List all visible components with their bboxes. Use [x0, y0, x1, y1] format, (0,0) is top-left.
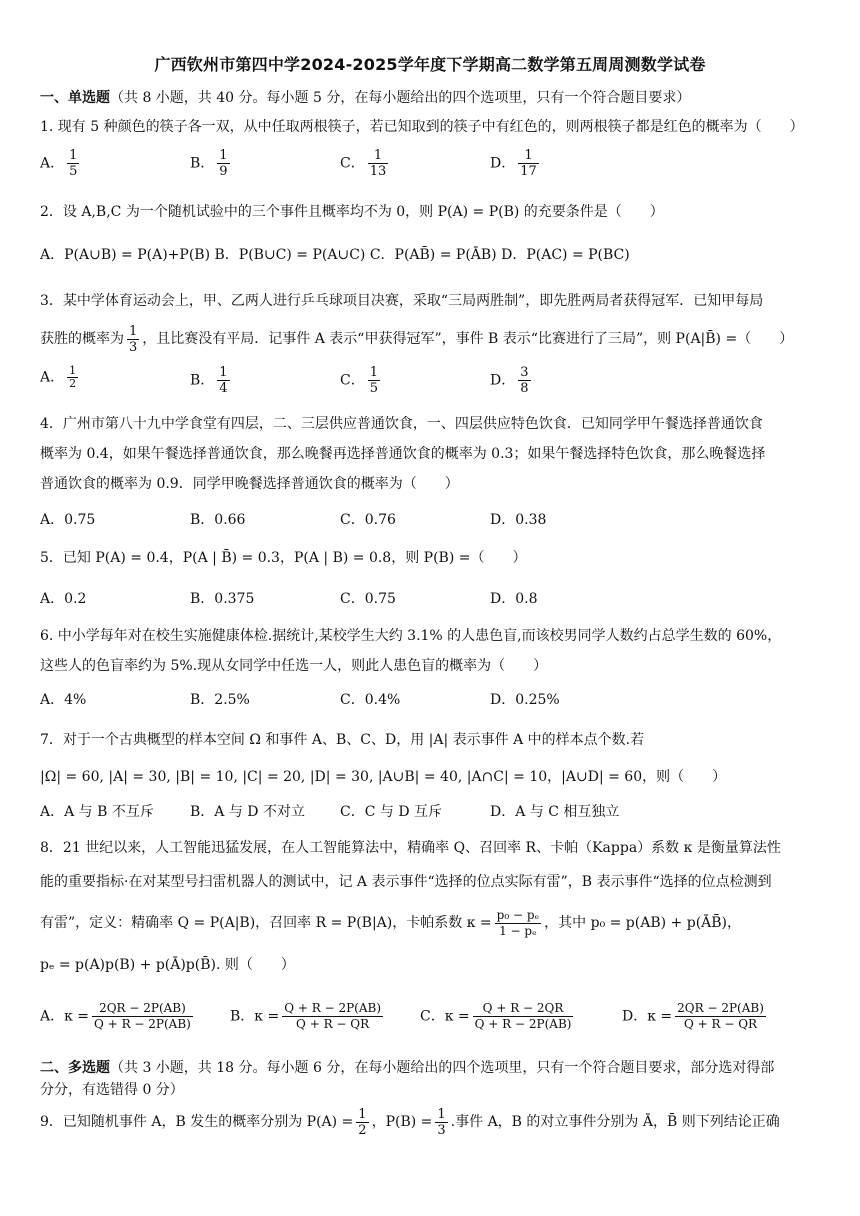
page-title: 广西钦州市第四中学2024-2025学年度下学期高二数学第五周周测数学试卷: [154, 55, 706, 74]
q1-option-d: D． $\frac{1}{17}$: [490, 148, 537, 179]
q7-option-a: A．A 与 B 不互斥: [40, 804, 154, 820]
q3-option-d: D． $\frac{3}{8}$: [490, 365, 529, 396]
q4-line1: 4．广州市第八十九中学食堂有四层，二、三层供应普通饮食，一、四层供应特色饮食．已知同学甲午餐选择普通饮食: [40, 416, 763, 432]
q5-stem: 5．已知 P(A) = 0.4，P(A | B̄) = 0.3，P(A | B) = 0.8，则 P(B) =（ ）: [40, 550, 527, 566]
q5-option-a: A．0.2: [40, 591, 87, 607]
section2-desc-line1: （共 3 小题，共 18 分。每小题 6 分，在每小题给出的四个选项里，只有一个符合题目要求，部分选对得部: [110, 1060, 775, 1076]
q3-stem-line1: 3．某中学体育运动会上，甲、乙两人进行乒乓球项目决赛，采取“三局两胜制”，即先胜两局者获得冠军．已知甲每局: [40, 293, 764, 309]
q6-line1: 6. 中小学每年对在校生实施健康体检.据统计,某校学生大约 3.1% 的人患色盲,而该校男同学人数约占总学生数的 60%，: [40, 628, 782, 644]
q3-option-a: A． $\frac{1}{2}$: [40, 364, 77, 390]
q4-option-c: C．0.76: [340, 512, 396, 528]
q8-line3: 有雷”，定义：精确率 Q = P(A|B)，召回率 R = P(B|A)，卡帕系数 κ = $\frac{\text{p₀ − pₑ}}{\text{1 − pₑ}}$ ，其中 p₀ = p(AB) + p(ĀB̄)，: [40, 907, 742, 938]
q8-option-b: B．κ = $\frac{Q + R - 2P(AB)}{Q + R - QR}$: [230, 1001, 382, 1031]
q9-stem: 9．已知随机事件 A，B 发生的概率分别为 P(A) = $\frac{1}{2}$ ，P(B) = $\frac{1}{3}$ .事件 A，B 的对立事件分别为 Ā，B̄ 则下列结论正确: [40, 1106, 780, 1138]
q4-line2: 概率为 0.4，如果午餐选择普通饮食，那么晚餐再选择普通饮食的概率为 0.3；如果午餐选择特色饮食，那么晚餐选择: [40, 446, 766, 462]
q7-option-c: C．C 与 D 互斥: [340, 804, 442, 820]
q5-option-d: D．0.8: [490, 591, 538, 607]
section1-header: [40, 88, 830, 108]
q1-option-b: B． $\frac{1}{9}$: [190, 148, 228, 179]
q5-option-c: C．0.75: [340, 591, 396, 607]
q8-line4: pₑ = p(A)p(B) + p(Ā)p(B̄). 则（ ）: [40, 957, 295, 973]
q3-option-b: B． $\frac{1}{4}$: [190, 365, 228, 396]
q6-option-b: B．2.5%: [190, 692, 250, 708]
q1-option-a: A． $\frac{1}{5}$: [40, 148, 78, 179]
q2-stem: 2．设 A,B,C 为一个随机试验中的三个事件且概率均不为 0，则 P(A) = P(B) 的充要条件是（ ）: [40, 204, 664, 220]
q8-option-d: D．κ = $\frac{2QR - 2P(AB)}{Q + R - QR}$: [622, 1001, 764, 1031]
section1-desc: （共 8 小题，共 40 分。每小题 5 分，在每小题给出的四个选项里，只有一个符合题目要求）: [110, 90, 691, 106]
q8-option-a: A．κ = $\frac{2QR - 2P(AB)}{Q + R - 2P(AB)}$: [40, 1001, 191, 1031]
q6-option-d: D．0.25%: [490, 692, 560, 708]
q4-option-b: B．0.66: [190, 512, 246, 528]
section2-desc-line2: 分分，有选错得 0 分）: [40, 1082, 184, 1098]
q4-line3: 普通饮食的概率为 0.9．同学甲晚餐选择普通饮食的概率为（ ）: [40, 476, 459, 492]
q3-option-c: C． $\frac{1}{5}$: [340, 365, 378, 396]
q8-line2: 能的重要指标·在对某型号扫雷机器人的测试中，记 A 表示事件“选择的位点实际有雷”，B 表示事件“选择的位点检测到: [40, 874, 772, 890]
section2-header: [40, 1058, 830, 1078]
q3-stem-line2: 获胜的概率为 $\frac{1}{3}$ ，且比赛没有平局．记事件 A 表示“甲获得冠军”，事件 B 表示“比赛进行了三局”，则 P(A|B̄) =（ ）: [40, 323, 794, 355]
q1-stem: 1. 现有 5 种颜色的筷子各一双，从中任取两根筷子，若已知取到的筷子中有红色的，则两根筷子都是红色的概率为（ ）: [40, 119, 804, 135]
q2-options: A．P(A∪B) = P(A)+P(B) B．P(B∪C) = P(A∪C) C．P(AB̄) = P(ĀB) D．P(AC) = P(BC): [40, 247, 630, 263]
q7-line2: |Ω| = 60, |A| = 30, |B| = 10, |C| = 20, |D| = 30, |A∪B| = 40, |A∩C| = 10，|A∪D| = 60，则（ ）: [40, 769, 727, 785]
q1-option-c: C． $\frac{1}{13}$: [340, 148, 387, 179]
q7-option-b: B．A 与 D 不对立: [190, 804, 305, 820]
section1-heading: 一、单选题: [40, 90, 110, 106]
q5-option-b: B．0.375: [190, 591, 255, 607]
q6-option-c: C．0.4%: [340, 692, 401, 708]
q4-option-d: D．0.38: [490, 512, 547, 528]
q7-line1: 7．对于一个古典概型的样本空间 Ω 和事件 A、B、C、D，用 |A| 表示事件 A 中的样本点个数.若: [40, 732, 645, 748]
q6-option-a: A．4%: [40, 692, 87, 708]
section2-heading: 二、多选题: [40, 1060, 110, 1076]
q8-option-c: C．κ = $\frac{Q + R - 2QR}{Q + R - 2P(AB)}$: [420, 1001, 572, 1031]
q8-line1: 8．21 世纪以来，人工智能迅猛发展，在人工智能算法中，精确率 Q、召回率 R、卡帕（Kappa）系数 κ 是衡量算法性: [40, 840, 781, 856]
q4-option-a: A．0.75: [40, 512, 96, 528]
q6-line2: 这些人的色盲率约为 5%.现从女同学中任选一人，则此人患色盲的概率为（ ）: [40, 658, 548, 674]
q7-option-d: D．A 与 C 相互独立: [490, 804, 620, 820]
